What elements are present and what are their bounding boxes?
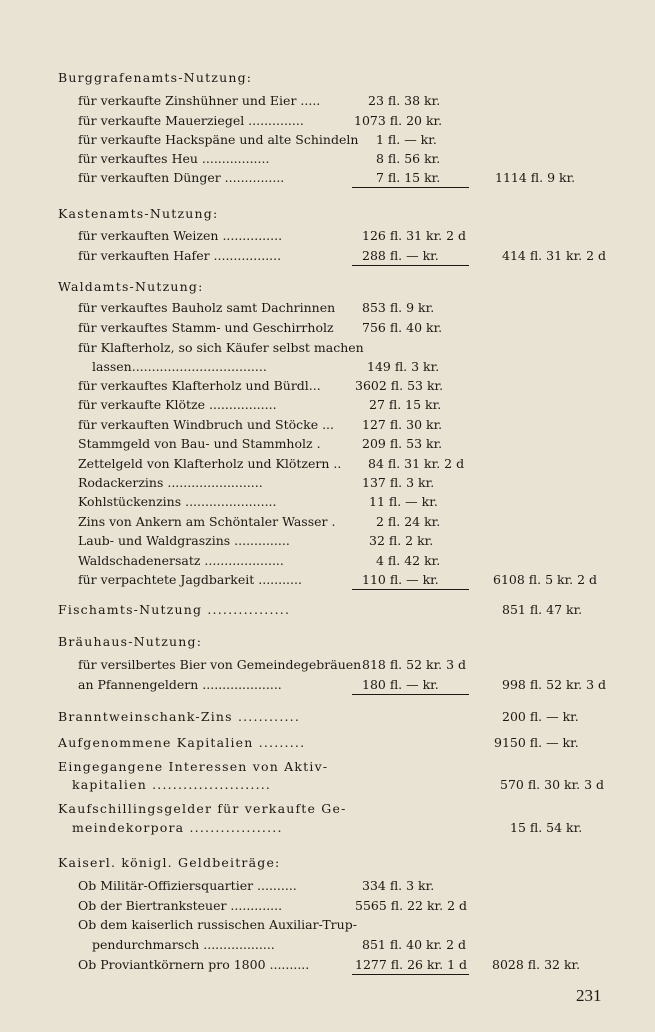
line-label: Kaufschillingsgelder für verkaufte Ge- (58, 801, 347, 816)
line-label: Burggrafenamts-Nutzung: (58, 70, 253, 85)
line-label: lassen.................................. (92, 359, 267, 374)
line-amount: 7 fl. 15 kr. (376, 170, 441, 185)
line-total: 15 fl. 54 kr. (510, 820, 583, 835)
line-label: für verkauftes Bauholz samt Dachrinnen (78, 300, 336, 315)
line-amount: 4 fl. 42 kr. (376, 553, 441, 568)
line-label: Ob dem kaiserlich russischen Auxiliar-Trup- (78, 917, 357, 932)
line-label: Ob Proviantkörnern pro 1800 .......... (78, 957, 310, 972)
line-amount: 180 fl. — kr. (362, 677, 439, 692)
line-label: für verkaufte Hackspäne und alte Schindeln (78, 132, 359, 147)
line-label: für verkauften Weizen ............... (78, 228, 283, 243)
line-amount: 3602 fl. 53 kr. (355, 378, 444, 393)
line-amount: 127 fl. 30 kr. (362, 417, 443, 432)
line-amount: 11 fl. — kr. (369, 494, 438, 509)
page-number: 231 (576, 986, 602, 1005)
line-amount: 851 fl. 40 kr. 2 d (362, 937, 467, 952)
line-amount: 84 fl. 31 kr. 2 d (368, 456, 465, 471)
line-label: für verkaufte Klötze ................. (78, 397, 277, 412)
line-amount: 5565 fl. 22 kr. 2 d (355, 898, 467, 913)
line-amount: 137 fl. 3 kr. (362, 475, 435, 490)
line-total: 6108 fl. 5 kr. 2 d (493, 572, 598, 587)
line-amount: 1 fl. — kr. (376, 132, 437, 147)
line-total: 851 fl. 47 kr. (502, 602, 583, 617)
line-amount: 27 fl. 15 kr. (369, 397, 442, 412)
line-label: für Klafterholz, so sich Käufer selbst machen (78, 340, 364, 355)
line-total: 8028 fl. 32 kr. (492, 957, 581, 972)
line-label: pendurchmarsch .................. (92, 937, 275, 952)
subtotal-rule (352, 974, 469, 975)
line-label: Fischamts-Nutzung ................ (58, 602, 291, 617)
line-label: Laub- und Waldgraszins .............. (78, 533, 290, 548)
line-label: Kastenamts-Nutzung: (58, 206, 219, 221)
line-label: Waldschadenersatz .................... (78, 553, 284, 568)
line-total: 998 fl. 52 kr. 3 d (502, 677, 607, 692)
line-label: Ob der Biertranksteuer ............. (78, 898, 283, 913)
line-total: 200 fl. — kr. (502, 709, 579, 724)
line-label: für verkauften Windbruch und Stöcke ... (78, 417, 334, 432)
line-label: Branntweinschank-Zins ............ (58, 709, 301, 724)
line-total: 414 fl. 31 kr. 2 d (502, 248, 607, 263)
line-total: 1114 fl. 9 kr. (495, 170, 576, 185)
line-label: für verkauftes Heu ................. (78, 151, 270, 166)
line-total: 9150 fl. — kr. (494, 735, 579, 750)
line-amount: 209 fl. 53 kr. (362, 436, 443, 451)
line-amount: 110 fl. — kr. (362, 572, 439, 587)
line-amount: 8 fl. 56 kr. (376, 151, 441, 166)
line-label: für verkauftes Stamm- und Geschirrholz (78, 320, 334, 335)
line-label: Kaiserl. königl. Geldbeiträge: (58, 855, 281, 870)
subtotal-rule (352, 265, 469, 266)
line-label: Bräuhaus-Nutzung: (58, 634, 203, 649)
line-amount: 818 fl. 52 kr. 3 d (362, 657, 467, 672)
line-amount: 288 fl. — kr. (362, 248, 439, 263)
subtotal-rule (352, 694, 469, 695)
line-label: für verkauften Dünger ............... (78, 170, 285, 185)
line-label: Rodackerzins ........................ (78, 475, 263, 490)
line-label: Waldamts-Nutzung: (58, 279, 204, 294)
line-label: für versilbertes Bier von Gemeindegebräuen (78, 657, 362, 672)
line-label: an Pfannengeldern .................... (78, 677, 282, 692)
line-amount: 853 fl. 9 kr. (362, 300, 435, 315)
line-amount: 1277 fl. 26 kr. 1 d (355, 957, 467, 972)
subtotal-rule (352, 187, 469, 188)
line-label: für verkaufte Zinshühner und Eier ..... (78, 93, 321, 108)
line-label: kapitalien ....................... (72, 777, 272, 792)
line-amount: 32 fl. 2 kr. (369, 533, 434, 548)
line-label: Kohlstückenzins ....................... (78, 494, 277, 509)
line-amount: 126 fl. 31 kr. 2 d (362, 228, 467, 243)
line-amount: 1073 fl. 20 kr. (354, 113, 443, 128)
line-label: für verpachtete Jagdbarkeit ........... (78, 572, 302, 587)
line-label: meindekorpora .................. (72, 820, 283, 835)
line-label: Zins von Ankern am Schöntaler Wasser . (78, 514, 336, 529)
line-amount: 23 fl. 38 kr. (368, 93, 441, 108)
subtotal-rule (352, 589, 469, 590)
line-label: für verkaufte Mauerziegel .............. (78, 113, 304, 128)
line-label: Aufgenommene Kapitalien ......... (58, 735, 306, 750)
line-amount: 149 fl. 3 kr. (367, 359, 440, 374)
line-amount: 2 fl. 24 kr. (376, 514, 441, 529)
line-amount: 756 fl. 40 kr. (362, 320, 443, 335)
line-label: für verkauften Hafer ................. (78, 248, 282, 263)
line-label: Zettelgeld von Klafterholz und Klötzern .. (78, 456, 342, 471)
line-label: Eingegangene Interessen von Aktiv- (58, 759, 329, 774)
line-label: für verkauftes Klafterholz und Bürdl... (78, 378, 321, 393)
line-amount: 334 fl. 3 kr. (362, 878, 435, 893)
line-total: 570 fl. 30 kr. 3 d (500, 777, 605, 792)
line-label: Stammgeld von Bau- und Stammholz . (78, 436, 321, 451)
line-label: Ob Militär-Offiziersquartier .......... (78, 878, 297, 893)
